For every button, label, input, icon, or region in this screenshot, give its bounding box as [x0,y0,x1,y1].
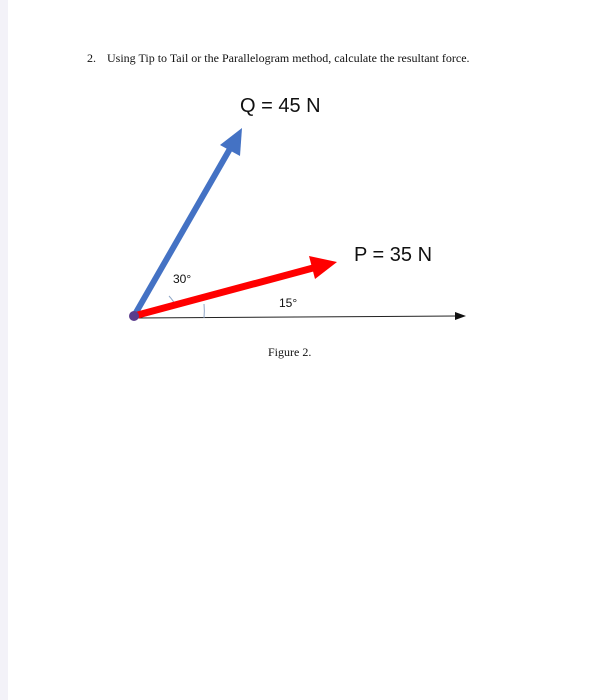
angle-label-30: 30° [173,272,192,286]
p-label: P = 35 N [354,244,433,266]
reference-axis [134,316,456,318]
origin-point [129,311,139,321]
figure-caption: Figure 2. [268,345,312,359]
question-text: Using Tip to Tail or the Parallelogram method, calculate the resultant force. [107,51,470,65]
angle-label-15: 15° [279,296,298,310]
axis-arrowhead [455,312,466,320]
q-label: Q = 45 N [240,95,321,117]
question-number: 2. [87,51,96,65]
vector-p-arrowhead [309,256,337,279]
